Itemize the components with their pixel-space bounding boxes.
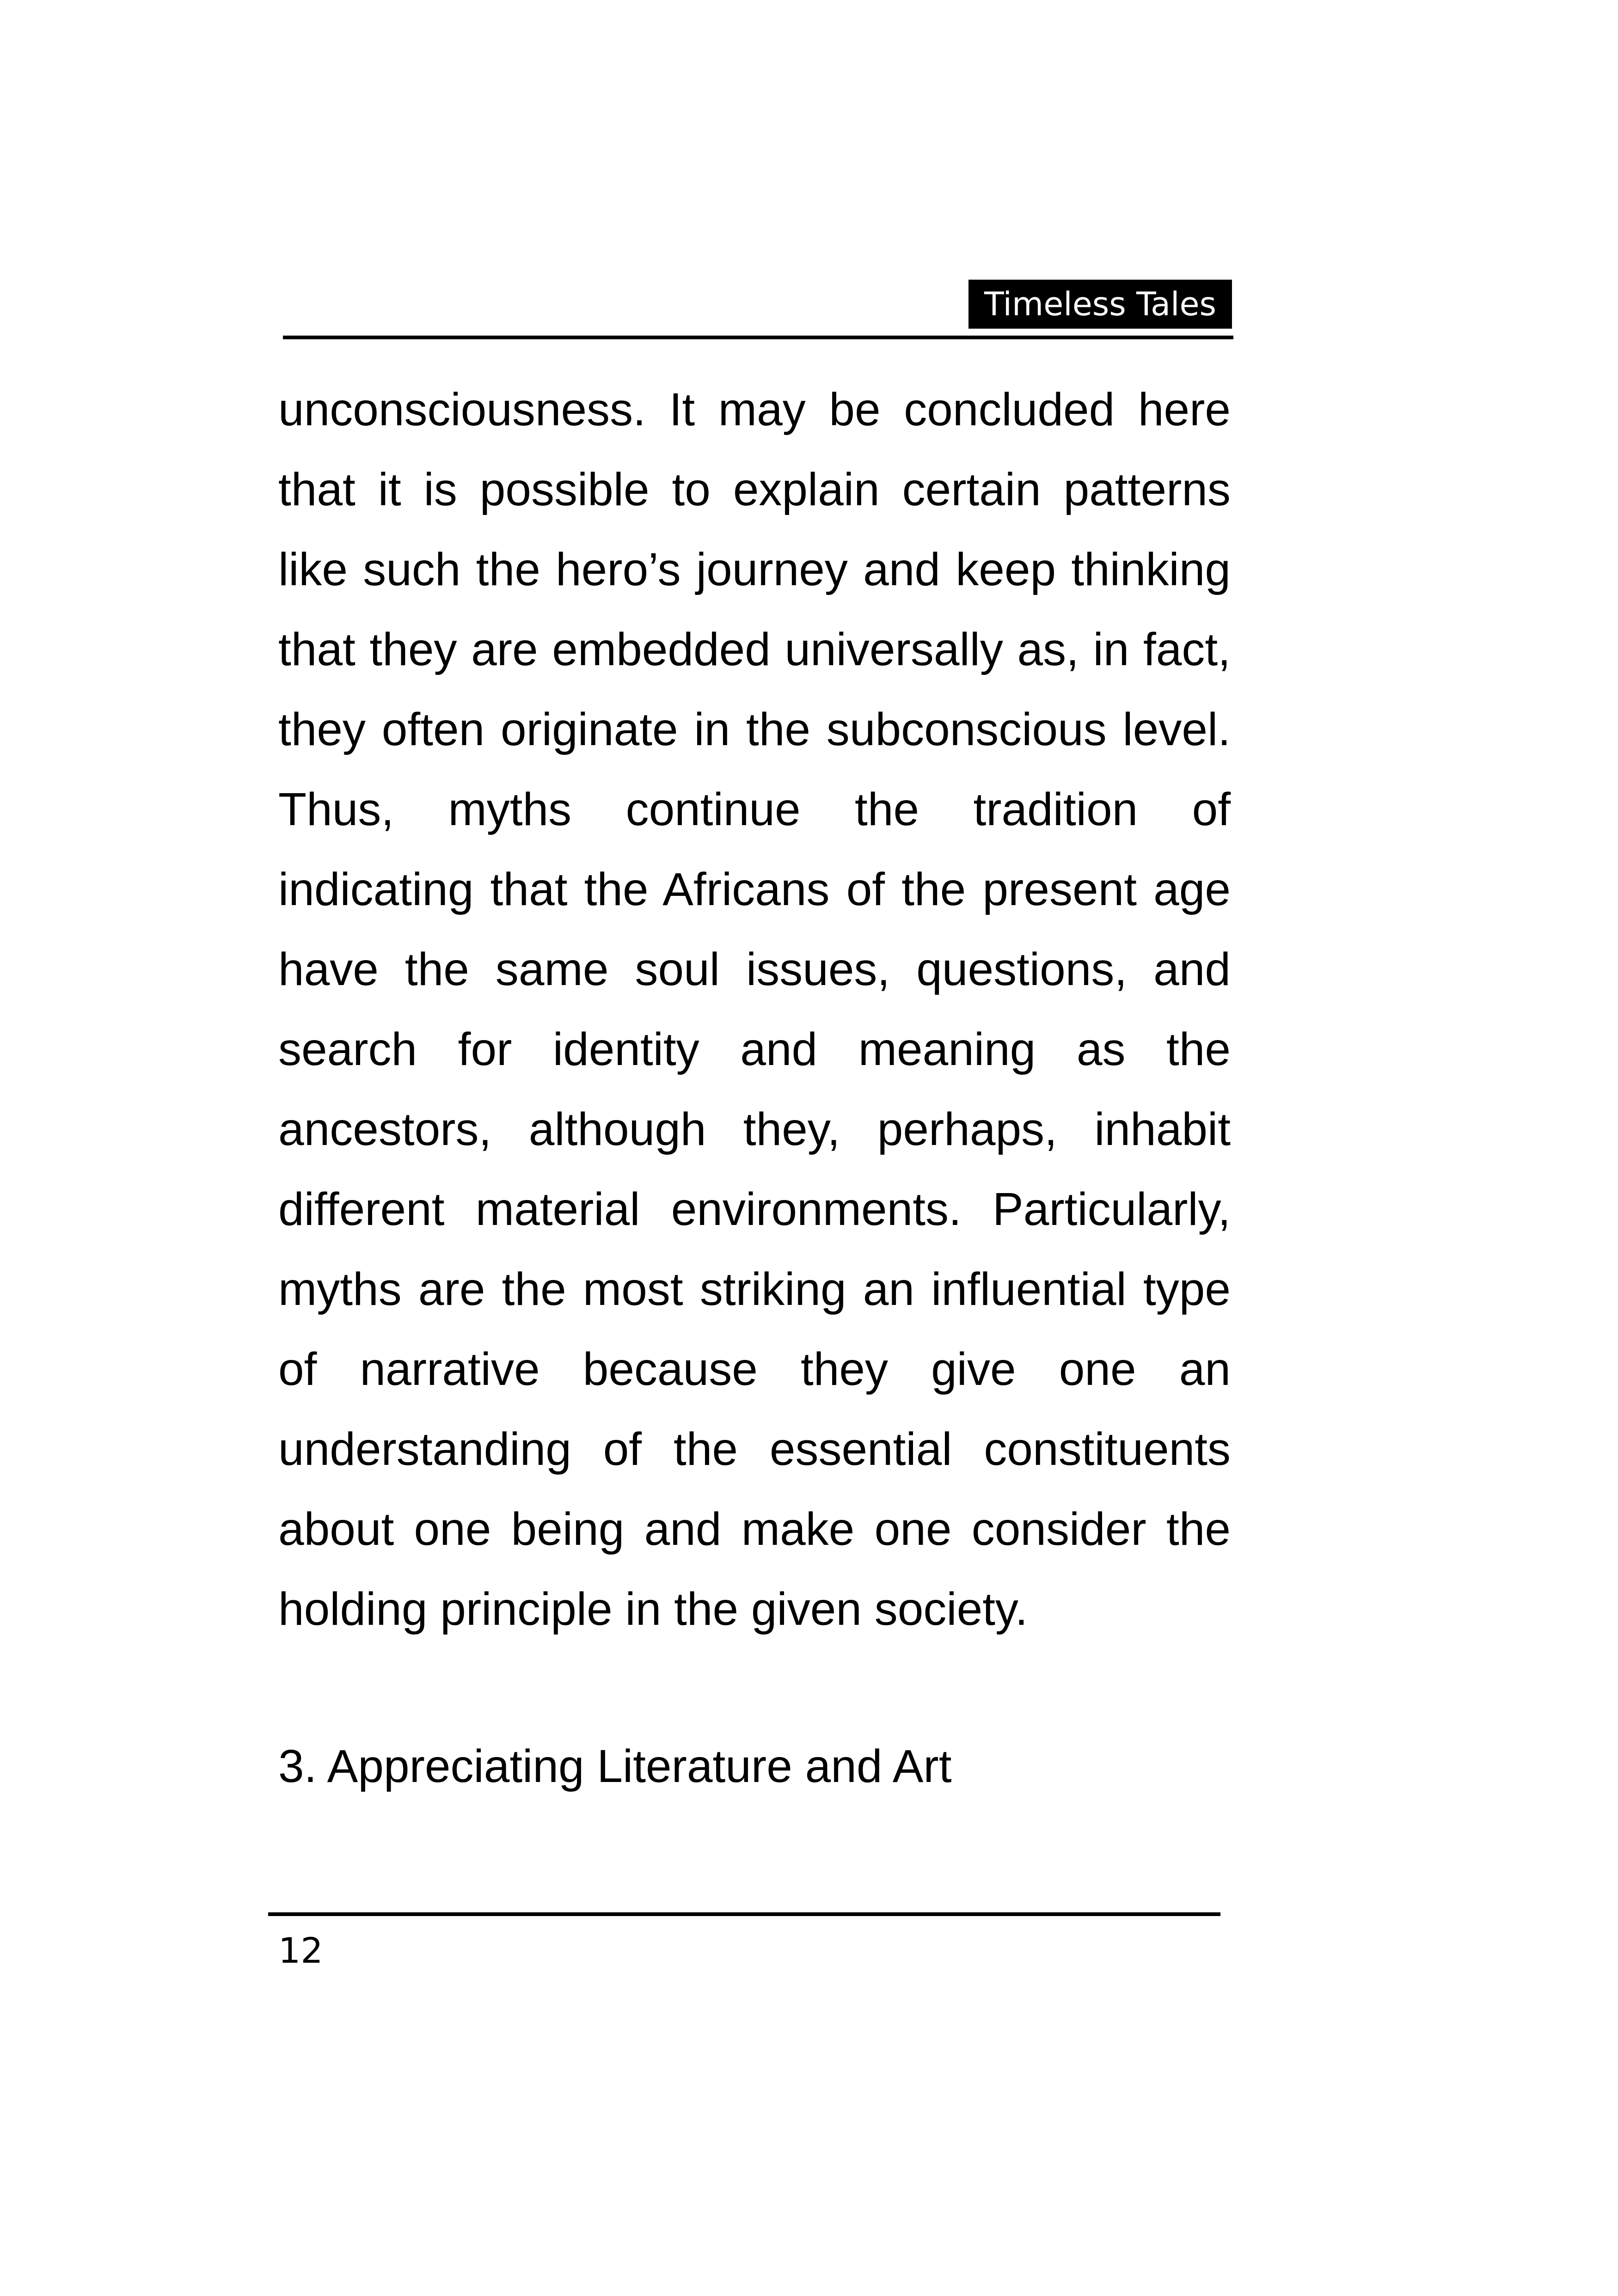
header-divider <box>283 336 1233 339</box>
running-header-title: Timeless Tales <box>968 280 1232 329</box>
page-number: 12 <box>278 1930 323 1971</box>
footer-divider <box>268 1912 1220 1916</box>
section-heading: 3. Appreciating Literature and Art <box>278 1740 952 1792</box>
body-paragraph: unconsciousness. It may be concluded here that it is possible to explain certain patterns like such the hero’s journey and keep thinking that they are embedded universally as, in fact, they often originate in the subconscious level. Thus, myths continue the tradition of indicating that the Africans of the present age have the same soul issues, questions, and search for identity and meaning as the ancestors, although they, perhaps, inhabit different material environments. Particularly, myths are the most striking an influential type of narrative because they give one an understanding of the essential constituents about one being and make one consider the holding principle in the given society. <box>278 384 1231 1635</box>
